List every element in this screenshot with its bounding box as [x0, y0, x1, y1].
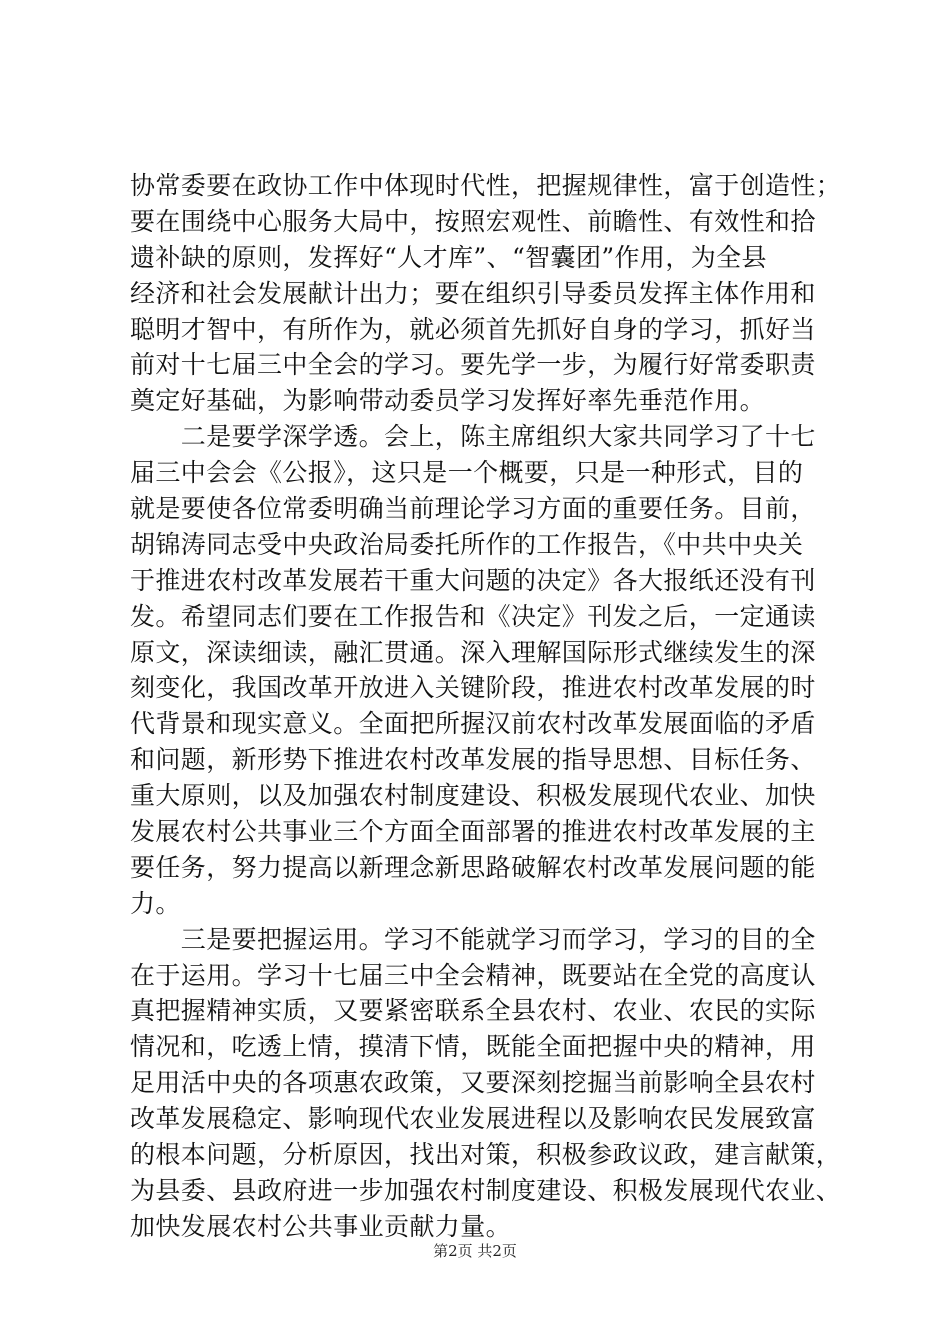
- text-line: 真把握精神实质，又要紧密联系全县农村、农业、农民的实际: [130, 996, 816, 1026]
- text-line: 重大原则，以及加强农村制度建设、积极发展现代农业、加快: [130, 781, 816, 811]
- text-line: 加快发展农村公共事业贡献力量。: [130, 1211, 512, 1241]
- text-line: 届三中会会《公报》，这只是一个概要，只是一种形式，目的: [130, 458, 804, 488]
- document-body: [130, 168, 842, 1245]
- text-line: 聪明才智中，有所作为，就必须首先抓好自身的学习，抓好当: [130, 314, 816, 344]
- text-line: 刻变化，我国改革开放进入关键阶段，推进农村改革发展的时: [130, 673, 816, 703]
- page-footer: [0, 1241, 950, 1261]
- text-line: 三是要把握运用。学习不能就学习而学习，学习的目的全: [130, 924, 816, 954]
- text-line: 遗补缺的原则，发挥好“人才库”、“智囊团”作用，为全县: [130, 242, 767, 272]
- text-line: 代背景和现实意义。全面把所握汉前农村改革发展面临的矛盾: [130, 709, 816, 739]
- text-line: 改革发展稳定、影响现代农业发展进程以及影响农民发展致富: [130, 1104, 816, 1134]
- text-line: 情况和，吃透上情，摸清下情，既能全面把握中央的精神，用: [130, 1032, 816, 1062]
- text-line: 前对十七届三中全会的学习。要先学一步，为履行好常委职责: [130, 350, 816, 380]
- text-line: 于推进农村改革发展若干重大问题的决定》各大报纸还没有刊: [130, 565, 816, 595]
- text-line: 胡锦涛同志受中央政治局委托所作的工作报告，《中共中央关: [130, 529, 804, 559]
- text-line: 的根本问题，分析原因，找出对策，积极参政议政，建言献策，: [130, 1140, 842, 1170]
- text-line: 为县委、县政府进一步加强农村制度建设、积极发展现代农业、: [130, 1175, 842, 1205]
- page-number: 第2页 共2页: [433, 1242, 517, 1260]
- text-line: 发展农村公共事业三个方面全面部署的推进农村改革发展的主: [130, 817, 816, 847]
- text-line: 在于运用。学习十七届三中全会精神，既要站在全党的高度认: [130, 960, 816, 990]
- text-line: 发。希望同志们要在工作报告和《决定》刊发之后，一定通读: [130, 601, 816, 631]
- text-line: 协常委要在政协工作中体现时代性，把握规律性，富于创造性；: [130, 171, 842, 200]
- text-line: 经济和社会发展献计出力；要在组织引导委员发挥主体作用和: [130, 278, 816, 308]
- text-line: 和问题，新形势下推进农村改革发展的指导思想、目标任务、: [130, 745, 816, 775]
- text-line: 要任务，努力提高以新理念新思路破解农村改革发展问题的能: [130, 852, 816, 882]
- text-line: 就是要使各位常委明确当前理论学习方面的重要任务。目前，: [130, 494, 816, 524]
- text-line: 力。: [130, 888, 181, 918]
- text-line: 二是要学深学透。会上，陈主席组织大家共同学习了十七: [130, 422, 816, 452]
- text-line: 足用活中央的各项惠农政策，又要深刻挖掘当前影响全县农村: [130, 1068, 816, 1098]
- text-line: 奠定好基础，为影响带动委员学习发挥好率先垂范作用。: [130, 386, 766, 416]
- text-line: 原文，深读细读，融汇贯通。深入理解国际形式继续发生的深: [130, 637, 816, 667]
- text-line: 要在围绕中心服务大局中，按照宏观性、前瞻性、有效性和拾: [130, 206, 816, 236]
